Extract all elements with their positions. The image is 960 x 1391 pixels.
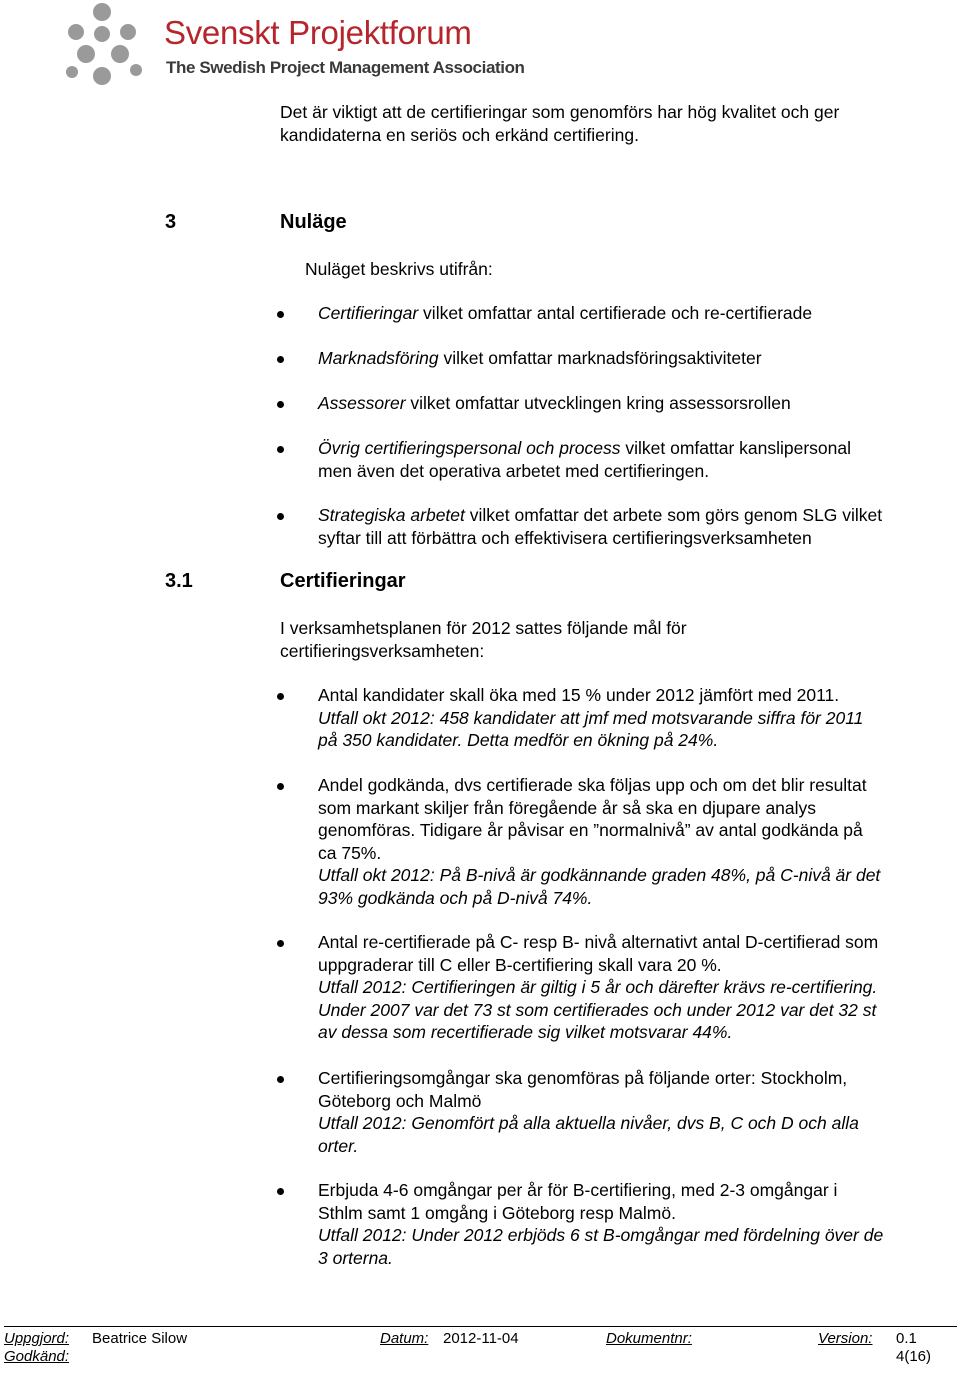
section-title: Nuläge	[280, 211, 347, 233]
goal-outcome: Utfall 2012: Genomfört på alla aktuella nivåer, dvs B, C och D och alla	[318, 1113, 859, 1133]
datum-label: Datum:	[380, 1330, 429, 1347]
section-heading-3	[165, 211, 565, 237]
bullet-term: Strategiska arbetet	[318, 505, 465, 525]
goal-outcome: Under 2007 var det 73 st som certifierades och under 2012 var det 32 st	[318, 999, 877, 1020]
section-heading-3-1	[165, 570, 565, 596]
section-lead	[280, 617, 687, 662]
uppgjord-label: Uppgjord:	[4, 1330, 70, 1347]
section-number: 3.1	[165, 570, 193, 592]
goal-text: Sthlm samt 1 omgång i Göteborg resp Malmö.	[318, 1202, 676, 1223]
intro-line: kandidaterna en seriös och erkänd certifiering.	[280, 124, 639, 145]
goal-text: uppgraderar till C eller B-certifiering skall vara 20 %.	[318, 954, 722, 975]
datum-value: 2012-11-04	[443, 1330, 519, 1347]
bullet-term: Assessorer	[318, 393, 406, 413]
footer-divider	[4, 1326, 957, 1327]
lead-line: I verksamhetsplanen för 2012 sattes följande mål för	[280, 618, 687, 638]
uppgjord-value: Beatrice Silow	[92, 1330, 188, 1347]
logo	[58, 0, 525, 90]
goal-text: Göteborg och Malmö	[318, 1090, 482, 1111]
section-number: 3	[165, 211, 177, 233]
goal-text: Andel godkända, dvs certifierade ska följas upp och om det blir resultat	[318, 775, 867, 795]
goal-outcome: Utfall 2012: Under 2012 erbjöds 6 st B-omgångar med fördelning över de	[318, 1225, 884, 1245]
bullet-icon	[277, 1076, 284, 1083]
goal-text: Antal kandidater skall öka med 15 % under 2012 jämfört med 2011.	[318, 685, 840, 705]
bullet-term: Övrig certifieringspersonal och process	[318, 438, 621, 458]
goal-text: som markant skiljer från föregående år så ska en djupare analys	[318, 797, 817, 818]
bullet-text: vilket omfattar kanslipersonal	[620, 438, 852, 458]
goal-outcome: Utfall okt 2012: På B-nivå är godkännande graden 48%, på C-nivå är det	[318, 865, 881, 885]
bullet-text-continued: syftar till att förbättra och effektivisera certifieringsverksamheten	[318, 527, 812, 548]
bullet-icon	[277, 783, 284, 790]
bullet-icon	[277, 401, 284, 408]
bullet-text-continued: men även det operativa arbetet med certifieringen.	[318, 460, 710, 481]
lead-line: certifieringsverksamheten:	[280, 640, 485, 661]
goal-outcome: på 350 kandidater. Detta medför en ökning på 24%.	[318, 730, 719, 750]
bullet-icon	[277, 693, 284, 700]
goal-outcome: 93% godkända och på D-nivå 74%.	[318, 887, 593, 908]
bullet-text: vilket omfattar antal certifierade och re-certifierade	[418, 303, 813, 323]
bullet-text: vilket omfattar det arbete som görs genom SLG vilket	[464, 505, 883, 525]
bullet-text: vilket omfattar utvecklingen kring assessorsrollen	[405, 393, 791, 413]
intro-line: Det är viktigt att de certifieringar som genomförs har hög kvalitet och ger	[280, 102, 840, 122]
logo-title: Svenskt Projektforum	[164, 14, 472, 51]
bullet-icon	[277, 513, 284, 520]
goal-text: Erbjuda 4-6 omgångar per år för B-certifiering, med 2-3 omgångar i	[318, 1180, 838, 1200]
bullet-icon	[277, 1188, 284, 1195]
bullet-icon	[277, 446, 284, 453]
goal-outcome: orter.	[318, 1135, 359, 1156]
bullet-term: Marknadsföring	[318, 348, 439, 368]
goal-text: genomföras. Tidigare år påvisar en ”normalnivå” av antal godkända på	[318, 820, 863, 840]
intro-paragraph	[280, 101, 839, 146]
version-label: Version:	[818, 1330, 873, 1347]
section-lead: Nuläget beskrivs utifrån:	[305, 259, 493, 279]
goal-outcome: Utfall 2012: Certifieringen är giltig i 5 år och därefter krävs re-certifiering.	[318, 977, 878, 997]
goal-text: ca 75%.	[318, 842, 382, 863]
dokumentnr-label: Dokumentnr:	[606, 1330, 692, 1347]
goal-text: Antal re-certifierade på C- resp B- nivå alternativt antal D-certifierad som	[318, 932, 879, 952]
bullet-icon	[277, 940, 284, 947]
bullet-term: Certifieringar	[318, 303, 419, 323]
goal-text: Certifieringsomgångar ska genomföras på följande orter: Stockholm,	[318, 1068, 848, 1088]
bullet-icon	[277, 311, 284, 318]
bullet-icon	[277, 356, 284, 363]
page-number: 4(16)	[896, 1348, 932, 1365]
goal-outcome: 3 orterna.	[318, 1247, 393, 1268]
logo-subtitle: The Swedish Project Management Association	[166, 58, 525, 77]
godkand-label: Godkänd:	[4, 1348, 70, 1365]
version-value: 0.1	[896, 1330, 917, 1347]
bullet-text: vilket omfattar marknadsföringsaktiviteter	[438, 348, 762, 368]
goal-outcome: av dessa som recertifierade sig vilket motsvarar 44%.	[318, 1022, 733, 1042]
goal-outcome: Utfall okt 2012: 458 kandidater att jmf med motsvarande siffra för 2011	[318, 707, 864, 728]
logo-mark-icon	[58, 0, 158, 90]
section-title: Certifieringar	[280, 570, 406, 592]
